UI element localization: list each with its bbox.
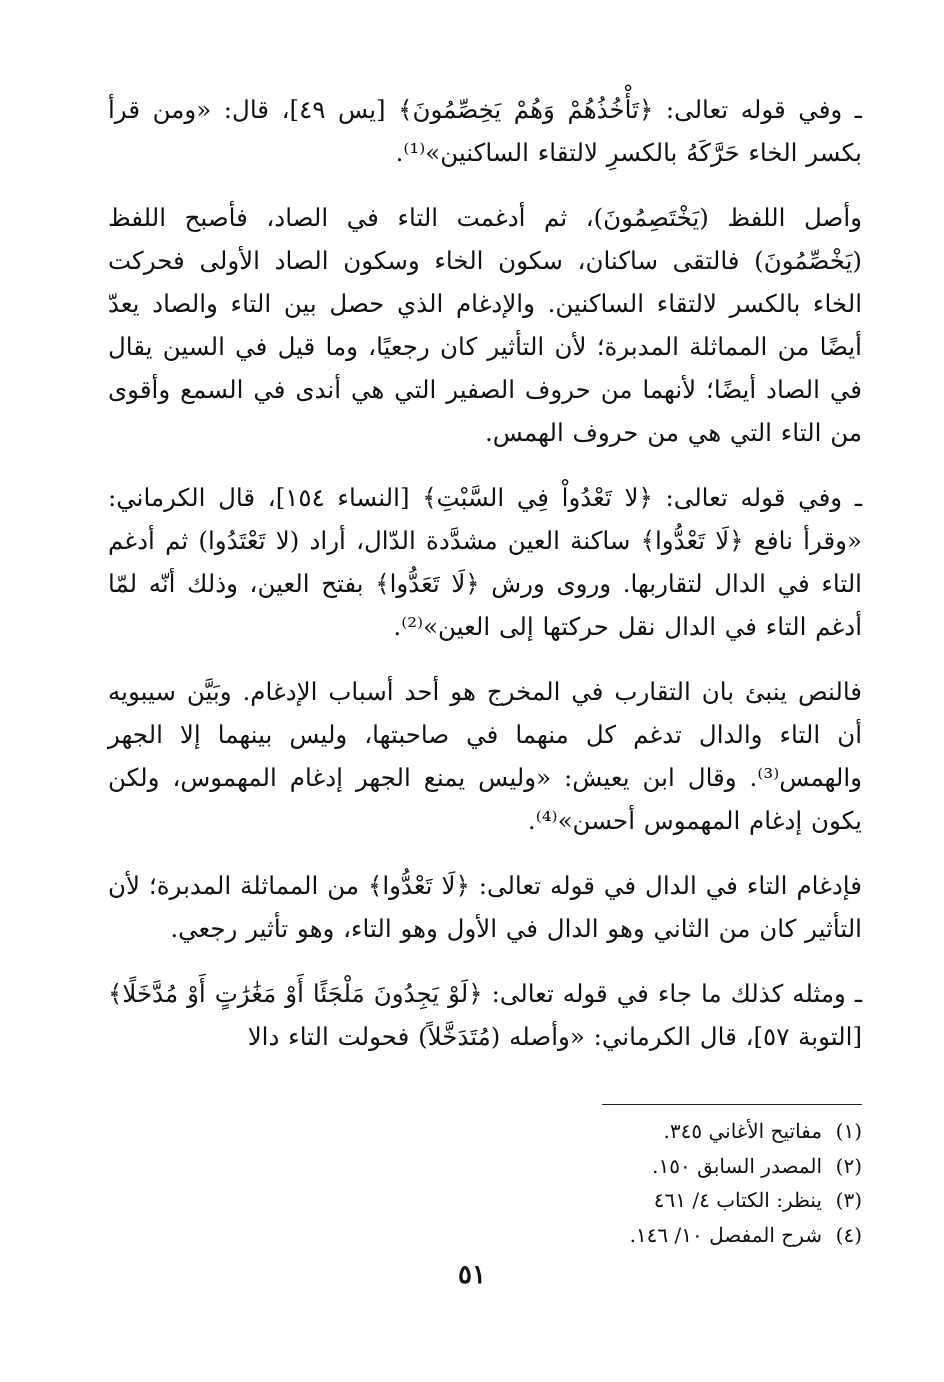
footnote-item: [108, 1114, 862, 1149]
footnotes-list: [108, 1114, 862, 1252]
paragraph-4: فالنص ينبئ بان التقارب في المخرج هو أحد أسباب الإدغام. وبَيَّن سيبويه أن التاء والدال تدغم كل منهما في صاحبتها، وليس بينهما إلا الجهر والهمس⁽³⁾. وقال ابن يعيش: «وليس يمنع الجهر إدغام المهموس، ولكن يكون إدغام المهموس أحسن»⁽⁴⁾.: [108, 677, 862, 835]
paragraph-1: ـ وفي قوله تعالى: ﴿تَأْخُذُهُمْ وَهُمْ يَخِصِّمُونَ﴾ [يس ٤٩]، قال: «ومن قرأ بكسر الخاء حَرَّكَهُ بالكسرِ لالتقاء الساكنين»⁽¹⁾.: [108, 95, 862, 167]
footnote-number: (٤): [835, 1222, 862, 1247]
footnote-text: شرح المفصل ١٠/ ١٤٦.: [629, 1222, 822, 1247]
paragraph-6: ـ ومثله كذلك ما جاء في قوله تعالى: ﴿لَوْ يَجِدُونَ مَلْجَئًا أَوْ مَغَٰرَٰتٍ أَوْ مُدَّخَلًا﴾ [التوبة ٥٧]، قال الكرماني: «وأصله (مُتَدَخَّلاً) فحولت التاء دالا: [108, 979, 862, 1051]
footnote-number: (٢): [835, 1153, 862, 1178]
footnote-text: مفاتيح الأغاني ٣٤٥.: [663, 1119, 822, 1143]
footnote-item: [108, 1183, 862, 1218]
footnote-text: ينظر: الكتاب ٤/ ٤٦١: [653, 1188, 822, 1212]
footnote-item: [108, 1218, 862, 1253]
footnote-item: [108, 1149, 862, 1184]
paragraph-3: ـ وفي قوله تعالى: ﴿لا تَعْدُواْ فِي السَّبْتِ﴾ [النساء ١٥٤]، قال الكرماني: «وقرأ نافع ﴿لَا تَعْدُّوا﴾ ساكنة العين مشدَّدة الدّال، أراد (لا تَعْتَدُوا) ثم أدغم التاء في الدال لتقاربها. وروى ورش ﴿لَا تَعَدُّوا﴾ بفتح العين، وذلك أنّه لمّا أدغم التاء في الدال نقل حركتها إلى العين»⁽²⁾.: [108, 483, 862, 641]
paragraph-2: وأصل اللفظ (يَخْتَصِمُونَ)، ثم أدغمت التاء في الصاد، فأصبح اللفظ (يَخْصِّمُونَ) فالتقى ساكنان، سكون الخاء وسكون الصاد الأولى فحركت الخاء بالكسر لالتقاء الساكنين. والإدغام الذي حصل بين التاء والصاد يعدّ أيضًا من المماثلة المدبرة؛ لأن التأثير كان رجعيًا، وما قيل في السين يقال في الصاد أيضًا؛ لأنهما من حروف الصفير التي هي أندى في السمع وأقوى من التاء التي هي من حروف الهمس.: [108, 203, 863, 447]
footnote-divider: [602, 1104, 862, 1105]
page-number: ٥١: [458, 1260, 486, 1290]
page-body: [108, 88, 862, 1058]
footnote-number: (١): [835, 1119, 862, 1143]
footnote-text: المصدر السابق ١٥٠.: [652, 1153, 822, 1178]
paragraph-5: فإدغام التاء في الدال في قوله تعالى: ﴿لَا تَعْدُّوا﴾ من المماثلة المدبرة؛ لأن التأثير كان من الثاني وهو الدال في الأول وهو التاء، وهو تأثير رجعي.: [108, 871, 862, 943]
footnote-number: (٣): [835, 1188, 862, 1212]
